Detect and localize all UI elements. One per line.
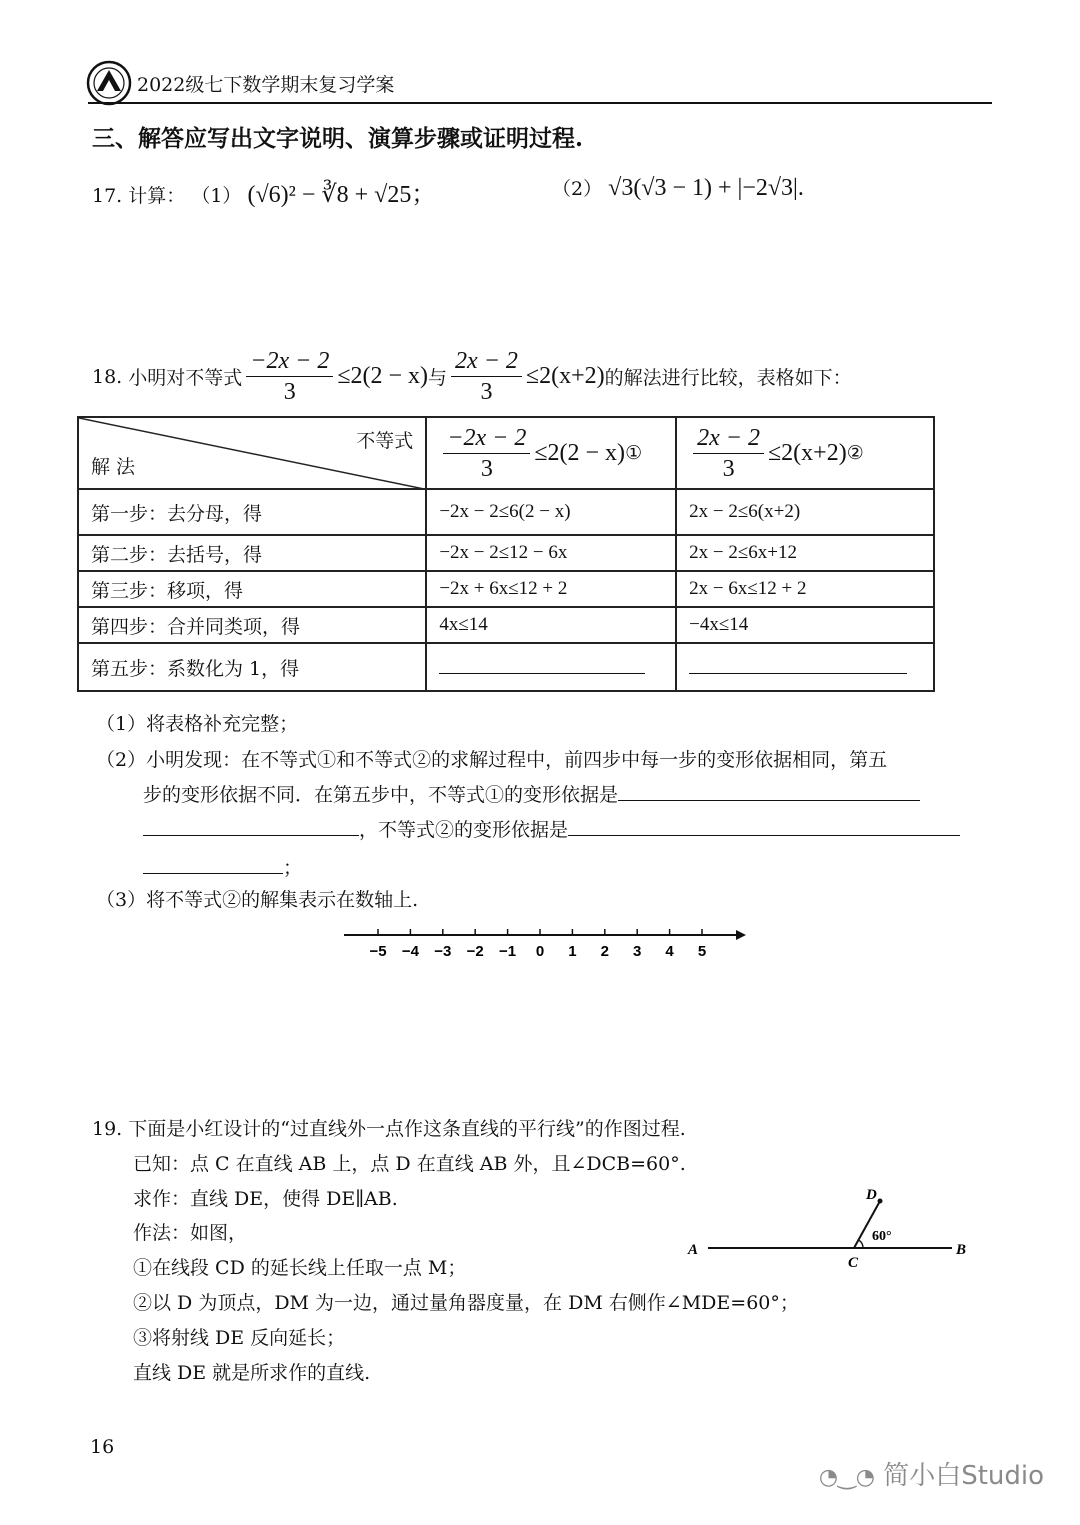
school-logo	[86, 60, 132, 106]
table-header-row	[78, 417, 934, 489]
q18-ineq2-fraction	[451, 346, 522, 407]
q19-method: 作法：如图，	[133, 1222, 248, 1244]
q18-number: 18.	[92, 365, 123, 388]
number-line-tick-label: 2	[600, 943, 609, 960]
header-title: 2022级七下数学期末复习学案	[137, 74, 395, 96]
q18-intro-mid: 与	[428, 367, 448, 389]
q18-ineq1-denominator: 3	[283, 379, 296, 405]
number-line-tick-label: −3	[434, 943, 452, 960]
q18-ineq2-rhs: ≤2(x+2)	[525, 363, 605, 389]
column-header-2	[676, 417, 934, 489]
q18-ineq1-numerator: −2x − 2	[246, 346, 333, 377]
wechat-icon: ◔‿◔	[818, 1465, 875, 1490]
q18-sub2-line4	[143, 853, 302, 880]
q19-step2: ②以 D 为顶点，DM 为一边，通过量角器度量，在 DM 右侧作∠MDE=60°；	[133, 1292, 799, 1314]
basis-blank-1a[interactable]	[618, 800, 920, 801]
label-c: C	[848, 1255, 859, 1271]
q19-intro-line	[92, 1114, 686, 1141]
table-row	[78, 571, 934, 607]
q17-prompt: 计算：	[128, 185, 186, 207]
number-line-tick-label: −2	[466, 943, 484, 960]
q19-required: 求作：直线 DE，使得 DE∥AB.	[133, 1188, 398, 1210]
page-number: 16	[90, 1436, 115, 1458]
number-line-tick-label: 4	[665, 943, 674, 960]
q18-intro	[92, 346, 852, 407]
q17-line	[92, 174, 435, 209]
ineq1-cell: −2x − 2≤12 − 6x	[426, 535, 676, 571]
q18-sub1: （1）将表格补充完整；	[96, 713, 299, 735]
answer-cell-2[interactable]	[676, 643, 934, 691]
step-cell: 第三步：移项，得	[78, 571, 426, 607]
basis-blank-2b[interactable]	[143, 873, 283, 874]
col2-fraction	[693, 423, 764, 484]
col1-fraction	[443, 423, 530, 484]
q17-part2-expr: √3(√3 − 1) + |−2√3|.	[608, 175, 804, 201]
q19-number: 19.	[92, 1118, 123, 1140]
q18-sub2-line2	[143, 780, 920, 807]
q18-intro-after: 的解法进行比较，表格如下：	[604, 367, 852, 389]
q18-ineq2-denominator: 3	[480, 379, 493, 405]
step-cell: 第一步：去分母，得	[78, 489, 426, 535]
basis-blank-2a[interactable]	[568, 835, 960, 836]
number-line-tick-label: −5	[369, 943, 387, 960]
answer-blank-2[interactable]	[689, 673, 907, 674]
ineq1-cell: −2x + 6x≤12 + 2	[426, 571, 676, 607]
comparison-table	[77, 416, 935, 692]
q19-intro: 下面是小红设计的“过直线外一点作这条直线的平行线”的作图过程.	[128, 1118, 686, 1140]
q17-number: 17.	[92, 185, 123, 207]
label-a: A	[688, 1242, 699, 1258]
col2-numerator: 2x − 2	[693, 423, 764, 454]
ineq2-cell: −4x≤14	[676, 607, 934, 643]
table-row	[78, 489, 934, 535]
col1-mark: ①	[625, 442, 643, 464]
label-b: B	[956, 1242, 967, 1258]
label-d: D	[866, 1187, 877, 1203]
q18-ineq1-rhs: ≤2(2 − x)	[337, 363, 429, 389]
q18-intro-before: 小明对不等式	[128, 367, 243, 389]
basis-blank-1b[interactable]	[143, 835, 359, 836]
q19-step3: ③将射线 DE 反向延长；	[133, 1327, 346, 1349]
number-line-tick-label: 3	[633, 943, 642, 960]
ineq2-cell: 2x − 6x≤12 + 2	[676, 571, 934, 607]
column-header-1	[426, 417, 676, 489]
q17-part2-label: （2）	[552, 178, 603, 200]
angle-label: 60°	[872, 1229, 892, 1244]
corner-bottom-label: 解 法	[91, 456, 136, 478]
number-line-tick-label: −1	[499, 943, 517, 960]
q17-part1-expr: (√6)² − ∛8 + √25；	[247, 182, 436, 208]
table-corner-cell	[78, 417, 426, 489]
q17-part2	[552, 174, 804, 202]
number-line-arrow-icon	[736, 930, 746, 940]
answer-cell-1[interactable]	[426, 643, 676, 691]
answer-blank-1[interactable]	[439, 673, 645, 674]
ineq2-cell: 2x − 2≤6(x+2)	[676, 489, 934, 535]
col2-mark: ②	[846, 442, 864, 464]
q18-sub2-text: 步的变形依据不同．在第五步中，不等式①的变形依据是	[143, 784, 619, 806]
ineq2-cell: 2x − 2≤6x+12	[676, 535, 934, 571]
step-cell: 第二步：去括号，得	[78, 535, 426, 571]
watermark-text: 简小白Studio	[883, 1461, 1044, 1491]
q18-ineq1-fraction	[246, 346, 333, 407]
table-row	[78, 643, 934, 691]
q19-given: 已知：点 C 在直线 AB 上，点 D 在直线 AB 外，且∠DCB=60°.	[133, 1153, 686, 1175]
col2-denominator: 3	[722, 455, 735, 482]
q19-step1: ①在线段 CD 的延长线上任取一点 M；	[133, 1257, 467, 1279]
q17-part1-label: （1）	[191, 185, 242, 207]
ineq1-cell: −2x − 2≤6(2 − x)	[426, 489, 676, 535]
header-rule	[88, 102, 992, 104]
angle-arc	[859, 1240, 864, 1248]
q18-sub2-text3: ，不等式②的变形依据是	[359, 819, 569, 841]
number-line	[340, 920, 750, 970]
q18-ineq2-numerator: 2x − 2	[451, 346, 522, 377]
ineq1-cell: 4x≤14	[426, 607, 676, 643]
q18-sub3: （3）将不等式②的解集表示在数轴上.	[96, 889, 419, 911]
col1-rhs: ≤2(2 − x)	[534, 439, 626, 466]
geometry-figure	[680, 1178, 980, 1278]
table-row	[78, 607, 934, 643]
q18-sub2-text4: ；	[283, 857, 303, 879]
number-line-tick-label: 1	[568, 943, 577, 960]
step-cell: 第四步：合并同类项，得	[78, 607, 426, 643]
col1-numerator: −2x − 2	[443, 423, 530, 454]
table-row	[78, 535, 934, 571]
section-title: 三、解答应写出文字说明、演算步骤或证明过程.	[92, 125, 584, 152]
step-cell: 第五步：系数化为 1，得	[78, 643, 426, 691]
number-line-tick-label: 5	[697, 943, 707, 960]
col2-rhs: ≤2(x+2)	[768, 439, 847, 466]
col1-denominator: 3	[480, 455, 493, 482]
number-line-tick-label: 0	[535, 943, 545, 960]
watermark	[819, 1455, 1044, 1492]
q18-sub2-line3	[143, 815, 960, 842]
number-line-tick-label: −4	[401, 943, 419, 960]
q18-sub2-line1: （2）小明发现：在不等式①和不等式②的求解过程中，前四步中每一步的变形依据相同，第五	[96, 749, 888, 771]
q19-conclusion: 直线 DE 就是所求作的直线.	[133, 1362, 371, 1384]
corner-top-label: 不等式	[356, 430, 414, 452]
point-d-dot	[878, 1199, 883, 1204]
